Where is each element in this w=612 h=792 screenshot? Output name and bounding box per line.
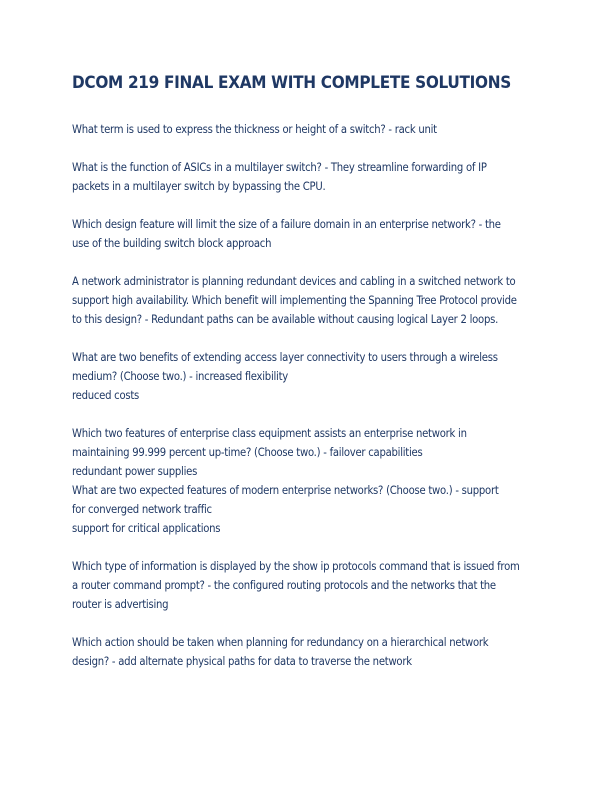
text-line: What term is used to express the thickness or height of a switch? - rack unit xyxy=(72,123,437,136)
text-line: use of the building switch block approach xyxy=(72,237,272,250)
paragraph-gap xyxy=(72,329,542,348)
qa-text xyxy=(72,348,542,405)
text-line: for converged network traffic xyxy=(72,503,212,516)
qa-text xyxy=(72,158,542,196)
paragraph-gap xyxy=(72,253,542,272)
text-line: design? - add alternate physical paths for data to traverse the network xyxy=(72,655,412,668)
document-page xyxy=(72,72,542,671)
text-line: medium? (Choose two.) - increased flexibility xyxy=(72,370,288,383)
text-line: Which two features of enterprise class equipment assists an enterprise network in xyxy=(72,427,467,440)
qa-block xyxy=(72,557,542,614)
paragraph-gap xyxy=(72,196,542,215)
paragraph-gap xyxy=(72,405,542,424)
text-line: Which type of information is displayed by the show ip protocols command that is issued from xyxy=(72,560,520,573)
text-line: support high availability. Which benefit will implementing the Spanning Tree Protocol provide xyxy=(72,294,517,307)
text-line: What are two benefits of extending access layer connectivity to users through a wireless xyxy=(72,351,498,364)
qa-block xyxy=(72,424,542,538)
text-line: What are two expected features of modern enterprise networks? (Choose two.) - support xyxy=(72,484,499,497)
paragraph-gap xyxy=(72,139,542,158)
qa-text xyxy=(72,633,542,671)
qa-block xyxy=(72,272,542,329)
qa-block xyxy=(72,158,542,196)
document-title: DCOM 219 FINAL EXAM WITH COMPLETE SOLUTIONS xyxy=(72,73,511,93)
qa-text xyxy=(72,557,542,614)
qa-block xyxy=(72,120,542,139)
qa-block xyxy=(72,215,542,253)
text-line: to this design? - Redundant paths can be available without causing logical Layer 2 loops. xyxy=(72,313,499,326)
text-line: Which design feature will limit the size of a failure domain in an enterprise network? - the xyxy=(72,218,501,231)
qa-text xyxy=(72,120,542,139)
qa-block xyxy=(72,633,542,671)
text-line: support for critical applications xyxy=(72,522,221,535)
text-line: What is the function of ASICs in a multilayer switch? - They streamline forwarding of IP xyxy=(72,161,487,174)
text-line: A network administrator is planning redundant devices and cabling in a switched network to xyxy=(72,275,516,288)
text-line: a router command prompt? - the configured routing protocols and the networks that the xyxy=(72,579,496,592)
text-line: Which action should be taken when planning for redundancy on a hierarchical network xyxy=(72,636,489,649)
qa-text xyxy=(72,424,542,538)
qa-text xyxy=(72,272,542,329)
paragraph-gap xyxy=(72,614,542,633)
qa-text xyxy=(72,215,542,253)
text-line: reduced costs xyxy=(72,389,140,402)
text-line: maintaining 99.999 percent up-time? (Choose two.) - failover capabilities xyxy=(72,446,423,459)
text-line: packets in a multilayer switch by bypassing the CPU. xyxy=(72,180,326,193)
text-line: redundant power supplies xyxy=(72,465,198,478)
paragraph-gap xyxy=(72,538,542,557)
qa-block xyxy=(72,348,542,405)
text-line: router is advertising xyxy=(72,598,169,611)
